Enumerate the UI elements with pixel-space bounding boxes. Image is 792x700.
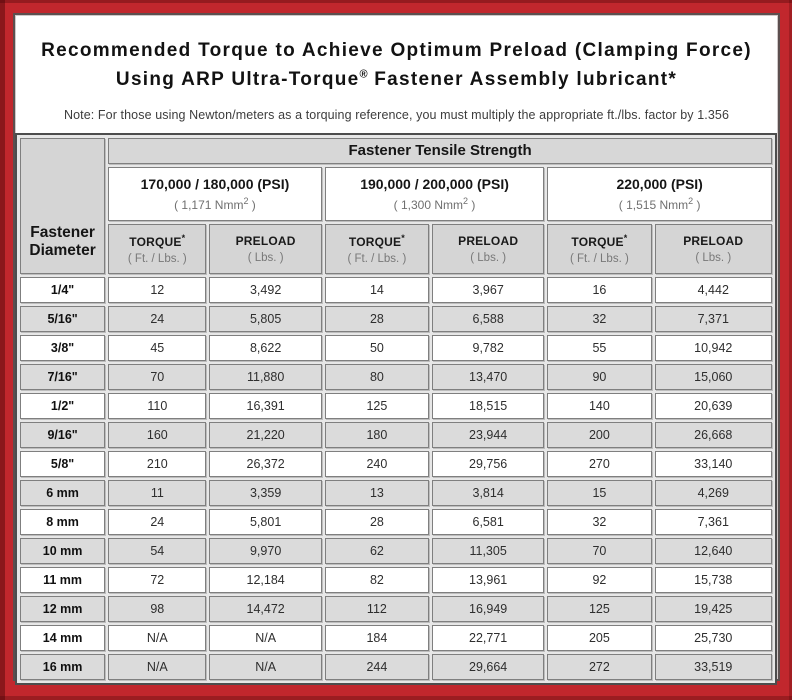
cell-value: 244: [325, 654, 429, 680]
cell-value: 200: [547, 422, 651, 448]
torque-asterisk: *: [401, 232, 405, 243]
table-row: [20, 654, 772, 680]
nmm-superscript: 2: [243, 195, 249, 206]
cell-value: 10,942: [655, 335, 772, 361]
table-row: [20, 306, 772, 332]
nmm-close: ): [693, 197, 701, 212]
torque-text: TORQUE: [571, 234, 624, 249]
torque-column-header-2: [325, 224, 429, 274]
cell-value: 29,756: [432, 451, 544, 477]
row-diameter-label: 16 mm: [20, 654, 105, 680]
table-row: [20, 422, 772, 448]
preload-unit: ( Lbs. ): [695, 251, 732, 264]
cell-value: 184: [325, 625, 429, 651]
row-diameter-label: 8 mm: [20, 509, 105, 535]
cell-value: 3,359: [209, 480, 321, 506]
table-row: [20, 364, 772, 390]
cell-value: 6,581: [432, 509, 544, 535]
table-row: [20, 480, 772, 506]
table-row: [20, 625, 772, 651]
cell-value: 33,140: [655, 451, 772, 477]
cell-value: 11,880: [209, 364, 321, 390]
cell-value: 92: [547, 567, 651, 593]
cell-value: 55: [547, 335, 651, 361]
title-block: [16, 36, 777, 95]
psi-value: 190,000 / 200,000 (PSI): [360, 175, 509, 192]
row-diameter-label: 5/16": [20, 306, 105, 332]
cell-value: 26,668: [655, 422, 772, 448]
preload-unit: ( Lbs. ): [470, 251, 507, 264]
tensile-strength-header: Fastener Tensile Strength: [108, 138, 772, 164]
cell-value: 12,640: [655, 538, 772, 564]
cell-value: 13,961: [432, 567, 544, 593]
cell-value: 12: [108, 277, 206, 303]
psi-header-190-200: [325, 167, 545, 221]
cell-value: 16,949: [432, 596, 544, 622]
cell-value: 50: [325, 335, 429, 361]
table-row: [20, 277, 772, 303]
nmm-superscript: 2: [688, 195, 694, 206]
cell-value: 21,220: [209, 422, 321, 448]
cell-value: 9,970: [209, 538, 321, 564]
cell-value: 125: [325, 393, 429, 419]
poster-content: [15, 15, 778, 679]
cell-value: 16: [547, 277, 651, 303]
cell-value: 70: [547, 538, 651, 564]
nmm-text: ( 1,515 Nmm: [618, 197, 689, 212]
table-row: [20, 451, 772, 477]
nmm-value: [548, 196, 771, 212]
cell-value: 20,639: [655, 393, 772, 419]
corner-header-fastener-diameter: [20, 138, 105, 274]
cell-value: 25,730: [655, 625, 772, 651]
cell-value: 15,738: [655, 567, 772, 593]
row-diameter-label: 14 mm: [20, 625, 105, 651]
cell-value: 28: [325, 306, 429, 332]
torque-label: [548, 233, 650, 249]
cell-value: 9,782: [432, 335, 544, 361]
cell-value: N/A: [209, 654, 321, 680]
preload-unit: ( Lbs. ): [247, 251, 284, 264]
cell-value: 110: [108, 393, 206, 419]
cell-value: 4,269: [655, 480, 772, 506]
torque-column-header-1: [108, 224, 206, 274]
cell-value: 32: [547, 509, 651, 535]
cell-value: 240: [325, 451, 429, 477]
cell-value: 8,622: [209, 335, 321, 361]
preload-column-header-3: [655, 224, 772, 274]
row-diameter-label: 9/16": [20, 422, 105, 448]
psi-header-170-180: [108, 167, 322, 221]
corner-header-line2: Diameter: [29, 242, 96, 260]
cell-value: 14: [325, 277, 429, 303]
cell-value: 13,470: [432, 364, 544, 390]
cell-value: N/A: [209, 625, 321, 651]
registered-trademark-symbol: ®: [359, 69, 368, 82]
nmm-close: ): [468, 197, 476, 212]
cell-value: 24: [108, 306, 206, 332]
cell-value: 15: [547, 480, 651, 506]
cell-value: 18,515: [432, 393, 544, 419]
torque-unit: ( Ft. / Lbs. ): [127, 252, 187, 265]
row-diameter-label: 12 mm: [20, 596, 105, 622]
cell-value: 15,060: [655, 364, 772, 390]
torque-column-header-3: [547, 224, 651, 274]
row-diameter-label: 1/2": [20, 393, 105, 419]
table-row: [20, 509, 772, 535]
preload-column-header-2: [432, 224, 544, 274]
psi-value: 220,000 (PSI): [616, 175, 703, 192]
nmm-text: ( 1,171 Nmm: [174, 197, 244, 212]
cell-value: 5,805: [209, 306, 321, 332]
row-diameter-label: 1/4": [20, 277, 105, 303]
table-row: [20, 567, 772, 593]
nmm-superscript: 2: [463, 195, 469, 206]
cell-value: 90: [547, 364, 651, 390]
cell-value: 112: [325, 596, 429, 622]
torque-text: TORQUE: [348, 234, 402, 249]
cell-value: 33,519: [655, 654, 772, 680]
nmm-value: [109, 196, 321, 212]
table-row: [20, 596, 772, 622]
cell-value: 54: [108, 538, 206, 564]
cell-value: 24: [108, 509, 206, 535]
cell-value: 7,371: [655, 306, 772, 332]
torque-unit: ( Ft. / Lbs. ): [570, 252, 629, 265]
nmm-value: [326, 196, 544, 212]
preload-column-header-1: [209, 224, 321, 274]
cell-value: 82: [325, 567, 429, 593]
row-diameter-label: 11 mm: [20, 567, 105, 593]
cell-value: 205: [547, 625, 651, 651]
cell-value: N/A: [108, 654, 206, 680]
cell-value: 11,305: [432, 538, 544, 564]
torque-label: [326, 233, 428, 249]
cell-value: 45: [108, 335, 206, 361]
cell-value: N/A: [108, 625, 206, 651]
psi-header-row: [20, 167, 772, 221]
cell-value: 3,967: [432, 277, 544, 303]
cell-value: 160: [108, 422, 206, 448]
cell-value: 180: [325, 422, 429, 448]
nmm-text: ( 1,300 Nmm: [393, 197, 464, 212]
cell-value: 23,944: [432, 422, 544, 448]
row-diameter-label: 10 mm: [20, 538, 105, 564]
cell-value: 29,664: [432, 654, 544, 680]
cell-value: 5,801: [209, 509, 321, 535]
cell-value: 14,472: [209, 596, 321, 622]
cell-value: 62: [325, 538, 429, 564]
cell-value: 98: [108, 596, 206, 622]
table-row: [20, 335, 772, 361]
cell-value: 125: [547, 596, 651, 622]
table-row: [20, 393, 772, 419]
table-row: [20, 538, 772, 564]
cell-value: 11: [108, 480, 206, 506]
cell-value: 210: [108, 451, 206, 477]
cell-value: 140: [547, 393, 651, 419]
row-diameter-label: 6 mm: [20, 480, 105, 506]
torque-label: [109, 233, 205, 249]
torque-asterisk: *: [181, 232, 186, 243]
cell-value: 270: [547, 451, 651, 477]
psi-header-220: [547, 167, 772, 221]
cell-value: 272: [547, 654, 651, 680]
cell-value: 26,372: [209, 451, 321, 477]
cell-value: 80: [325, 364, 429, 390]
cell-value: 72: [108, 567, 206, 593]
nmm-close: ): [248, 197, 256, 212]
torque-table: [15, 133, 777, 685]
row-diameter-label: 7/16": [20, 364, 105, 390]
psi-value: 170,000 / 180,000 (PSI): [140, 175, 290, 192]
cell-value: 70: [108, 364, 206, 390]
torque-unit: ( Ft. / Lbs. ): [347, 252, 407, 265]
page-title-line2: [16, 65, 777, 94]
cell-value: 4,442: [655, 277, 772, 303]
cell-value: 28: [325, 509, 429, 535]
cell-value: 12,184: [209, 567, 321, 593]
preload-label: PRELOAD: [458, 233, 519, 248]
cell-value: 22,771: [432, 625, 544, 651]
preload-label: PRELOAD: [235, 233, 296, 248]
conversion-note: Note: For those using Newton/meters as a torquing reference, you must multiply the appropriate ft./lbs. factor by 1.356: [63, 107, 729, 122]
cell-value: 16,391: [209, 393, 321, 419]
cell-value: 7,361: [655, 509, 772, 535]
table-body: [20, 277, 772, 680]
cell-value: 3,814: [432, 480, 544, 506]
cell-value: 6,588: [432, 306, 544, 332]
title-line2-tail: Fastener Assembly lubricant*: [367, 69, 678, 91]
cell-value: 32: [547, 306, 651, 332]
group-header-row: [20, 138, 772, 164]
page-title-line1: Recommended Torque to Achieve Optimum Preload (Clamping Force): [41, 40, 752, 61]
torque-text: TORQUE: [129, 234, 182, 249]
table-header: [20, 138, 772, 274]
cell-value: 13: [325, 480, 429, 506]
sub-header-row: [20, 224, 772, 274]
cell-value: 19,425: [655, 596, 772, 622]
cell-value: 3,492: [209, 277, 321, 303]
torque-asterisk: *: [623, 232, 628, 243]
row-diameter-label: 3/8": [20, 335, 105, 361]
row-diameter-label: 5/8": [20, 451, 105, 477]
title-line2-text: Using ARP Ultra-Torque: [115, 69, 360, 91]
corner-header-line1: Fastener: [30, 223, 95, 241]
preload-label: PRELOAD: [683, 233, 744, 248]
